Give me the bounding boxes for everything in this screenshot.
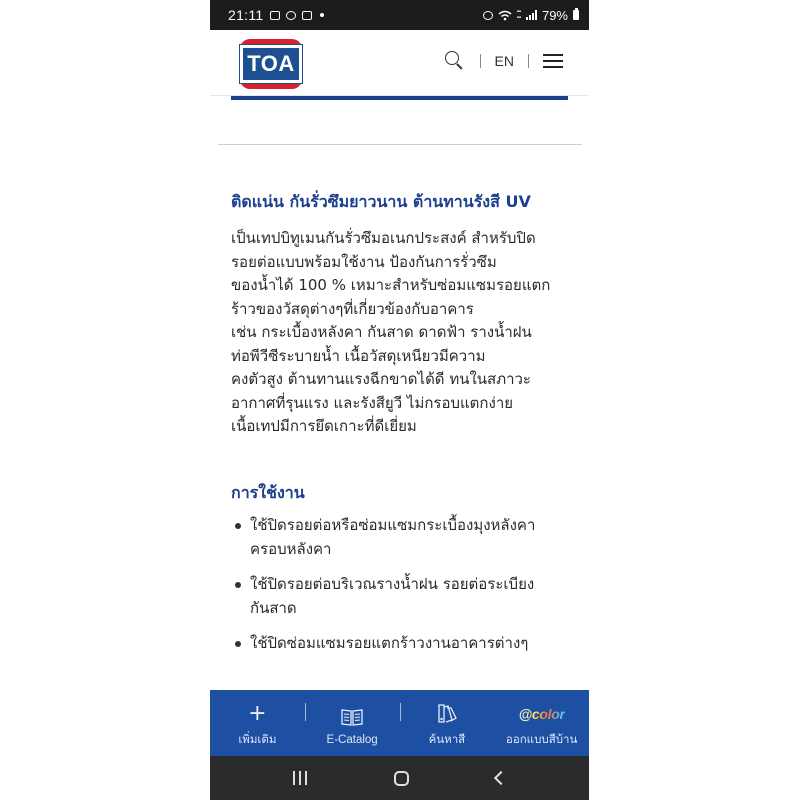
- list-item: [231, 632, 576, 656]
- image-bottom-bar: [231, 96, 568, 100]
- description-line: ร้าวของวัสดุต่างๆที่เกี่ยวข้องกับอาคาร: [231, 299, 474, 318]
- logo-box: [240, 45, 302, 83]
- usage-line: ใช้ปิดรอยต่อหรือซ่อมแซมกระเบื้องมุงหลังคา: [250, 516, 536, 534]
- description-line: เนื้อเทปมีการยึดเกาะที่ดีเยี่ยม: [231, 417, 417, 435]
- nav-label: ออกแบบสีบ้าน: [505, 734, 578, 746]
- color-logo-icon: [519, 701, 565, 727]
- status-right: [483, 8, 579, 23]
- usage-list: [231, 514, 576, 668]
- instagram-notification-icon: [302, 11, 312, 20]
- book-icon: [340, 704, 364, 730]
- color-fan-icon: [435, 701, 459, 727]
- search-icon[interactable]: [444, 50, 466, 72]
- nav-item-find-color[interactable]: [400, 690, 495, 756]
- nav-item-e-catalog[interactable]: [305, 690, 400, 756]
- list-item: [231, 573, 576, 620]
- nav-item-design-house-color[interactable]: [494, 690, 589, 756]
- plus-icon: +: [248, 701, 267, 726]
- back-icon[interactable]: [494, 771, 508, 785]
- list-item: [231, 514, 576, 561]
- status-time: 21:11: [228, 7, 264, 23]
- logo-text: TOA: [247, 51, 295, 76]
- status-left: [228, 7, 324, 23]
- bottom-nav: [210, 690, 589, 756]
- description-line: เป็นเทปบิทูเมนกันรั่วซึมอเนกประสงค์ สำหรับปิด: [231, 229, 536, 247]
- battery-icon: [573, 10, 579, 20]
- hamburger-menu-icon[interactable]: [543, 54, 563, 68]
- header-separator: [528, 54, 529, 68]
- volte-icon: ▪▪ ▪▪: [516, 9, 521, 21]
- more-notifications-icon: [320, 13, 324, 17]
- header-actions: [444, 50, 563, 72]
- wifi-icon: [498, 10, 512, 21]
- battery-percent: 79%: [541, 7, 568, 23]
- description-line: รอยต่อแบบพร้อมใช้งาน ป้องกันการรั่วซึม: [231, 252, 497, 271]
- message-notification-icon: [286, 11, 296, 20]
- description-line: คงตัวสูง ต้านทานแรงฉีกขาดได้ดี ทนในสภาวะ: [231, 370, 531, 388]
- home-icon[interactable]: [394, 771, 409, 786]
- color-logo-text: @color: [518, 706, 565, 722]
- section-divider: [218, 144, 582, 145]
- alarm-icon: [483, 11, 493, 20]
- description-line: เช่น กระเบื้องหลังคา กันสาด ดาดฟ้า รางน้ำฝน: [231, 323, 532, 341]
- section-title: ติดแน่น กันรั่วซึมยาวนาน ต้านทานรังสี UV: [231, 192, 531, 211]
- description-line: อากาศที่รุนแรง และรังสียูวี ไม่กรอบแตกง่าย: [231, 393, 514, 412]
- usage-line: ใช้ปิดรอยต่อบริเวณรางน้ำฝน รอยต่อระเบียง: [250, 575, 535, 593]
- system-nav-bar: [210, 756, 589, 800]
- header-separator: [480, 54, 481, 68]
- nav-label: ค้นหาสี: [428, 734, 466, 746]
- phone-screen: [210, 0, 589, 800]
- app-header: [210, 30, 589, 96]
- description-line: ของน้ำได้ 100 % เหมาะสำหรับซ่อมแซมรอยแตก: [231, 276, 551, 294]
- gallery-notification-icon: [270, 11, 280, 20]
- usage-title: การใช้งาน: [231, 483, 305, 502]
- nav-label: E-Catalog: [326, 734, 378, 746]
- usage-line: ครอบหลังคา: [250, 539, 332, 558]
- status-bar: [210, 0, 589, 30]
- usage-line: ใช้ปิดซ่อมแซมรอยแตกร้าวงานอาคารต่างๆ: [250, 634, 529, 652]
- signal-icon: [526, 10, 537, 20]
- toa-logo[interactable]: [240, 39, 302, 89]
- description-line: ท่อพีวีซีระบายน้ำ เนื้อวัสดุเหนียวมีความ: [231, 346, 486, 365]
- nav-label: เพิ่มเติม: [238, 734, 277, 746]
- language-switch[interactable]: EN: [494, 53, 514, 69]
- nav-item-more[interactable]: [210, 690, 305, 756]
- usage-line: กันสาด: [250, 598, 297, 617]
- product-description: [231, 227, 571, 439]
- recent-apps-icon[interactable]: [293, 771, 307, 785]
